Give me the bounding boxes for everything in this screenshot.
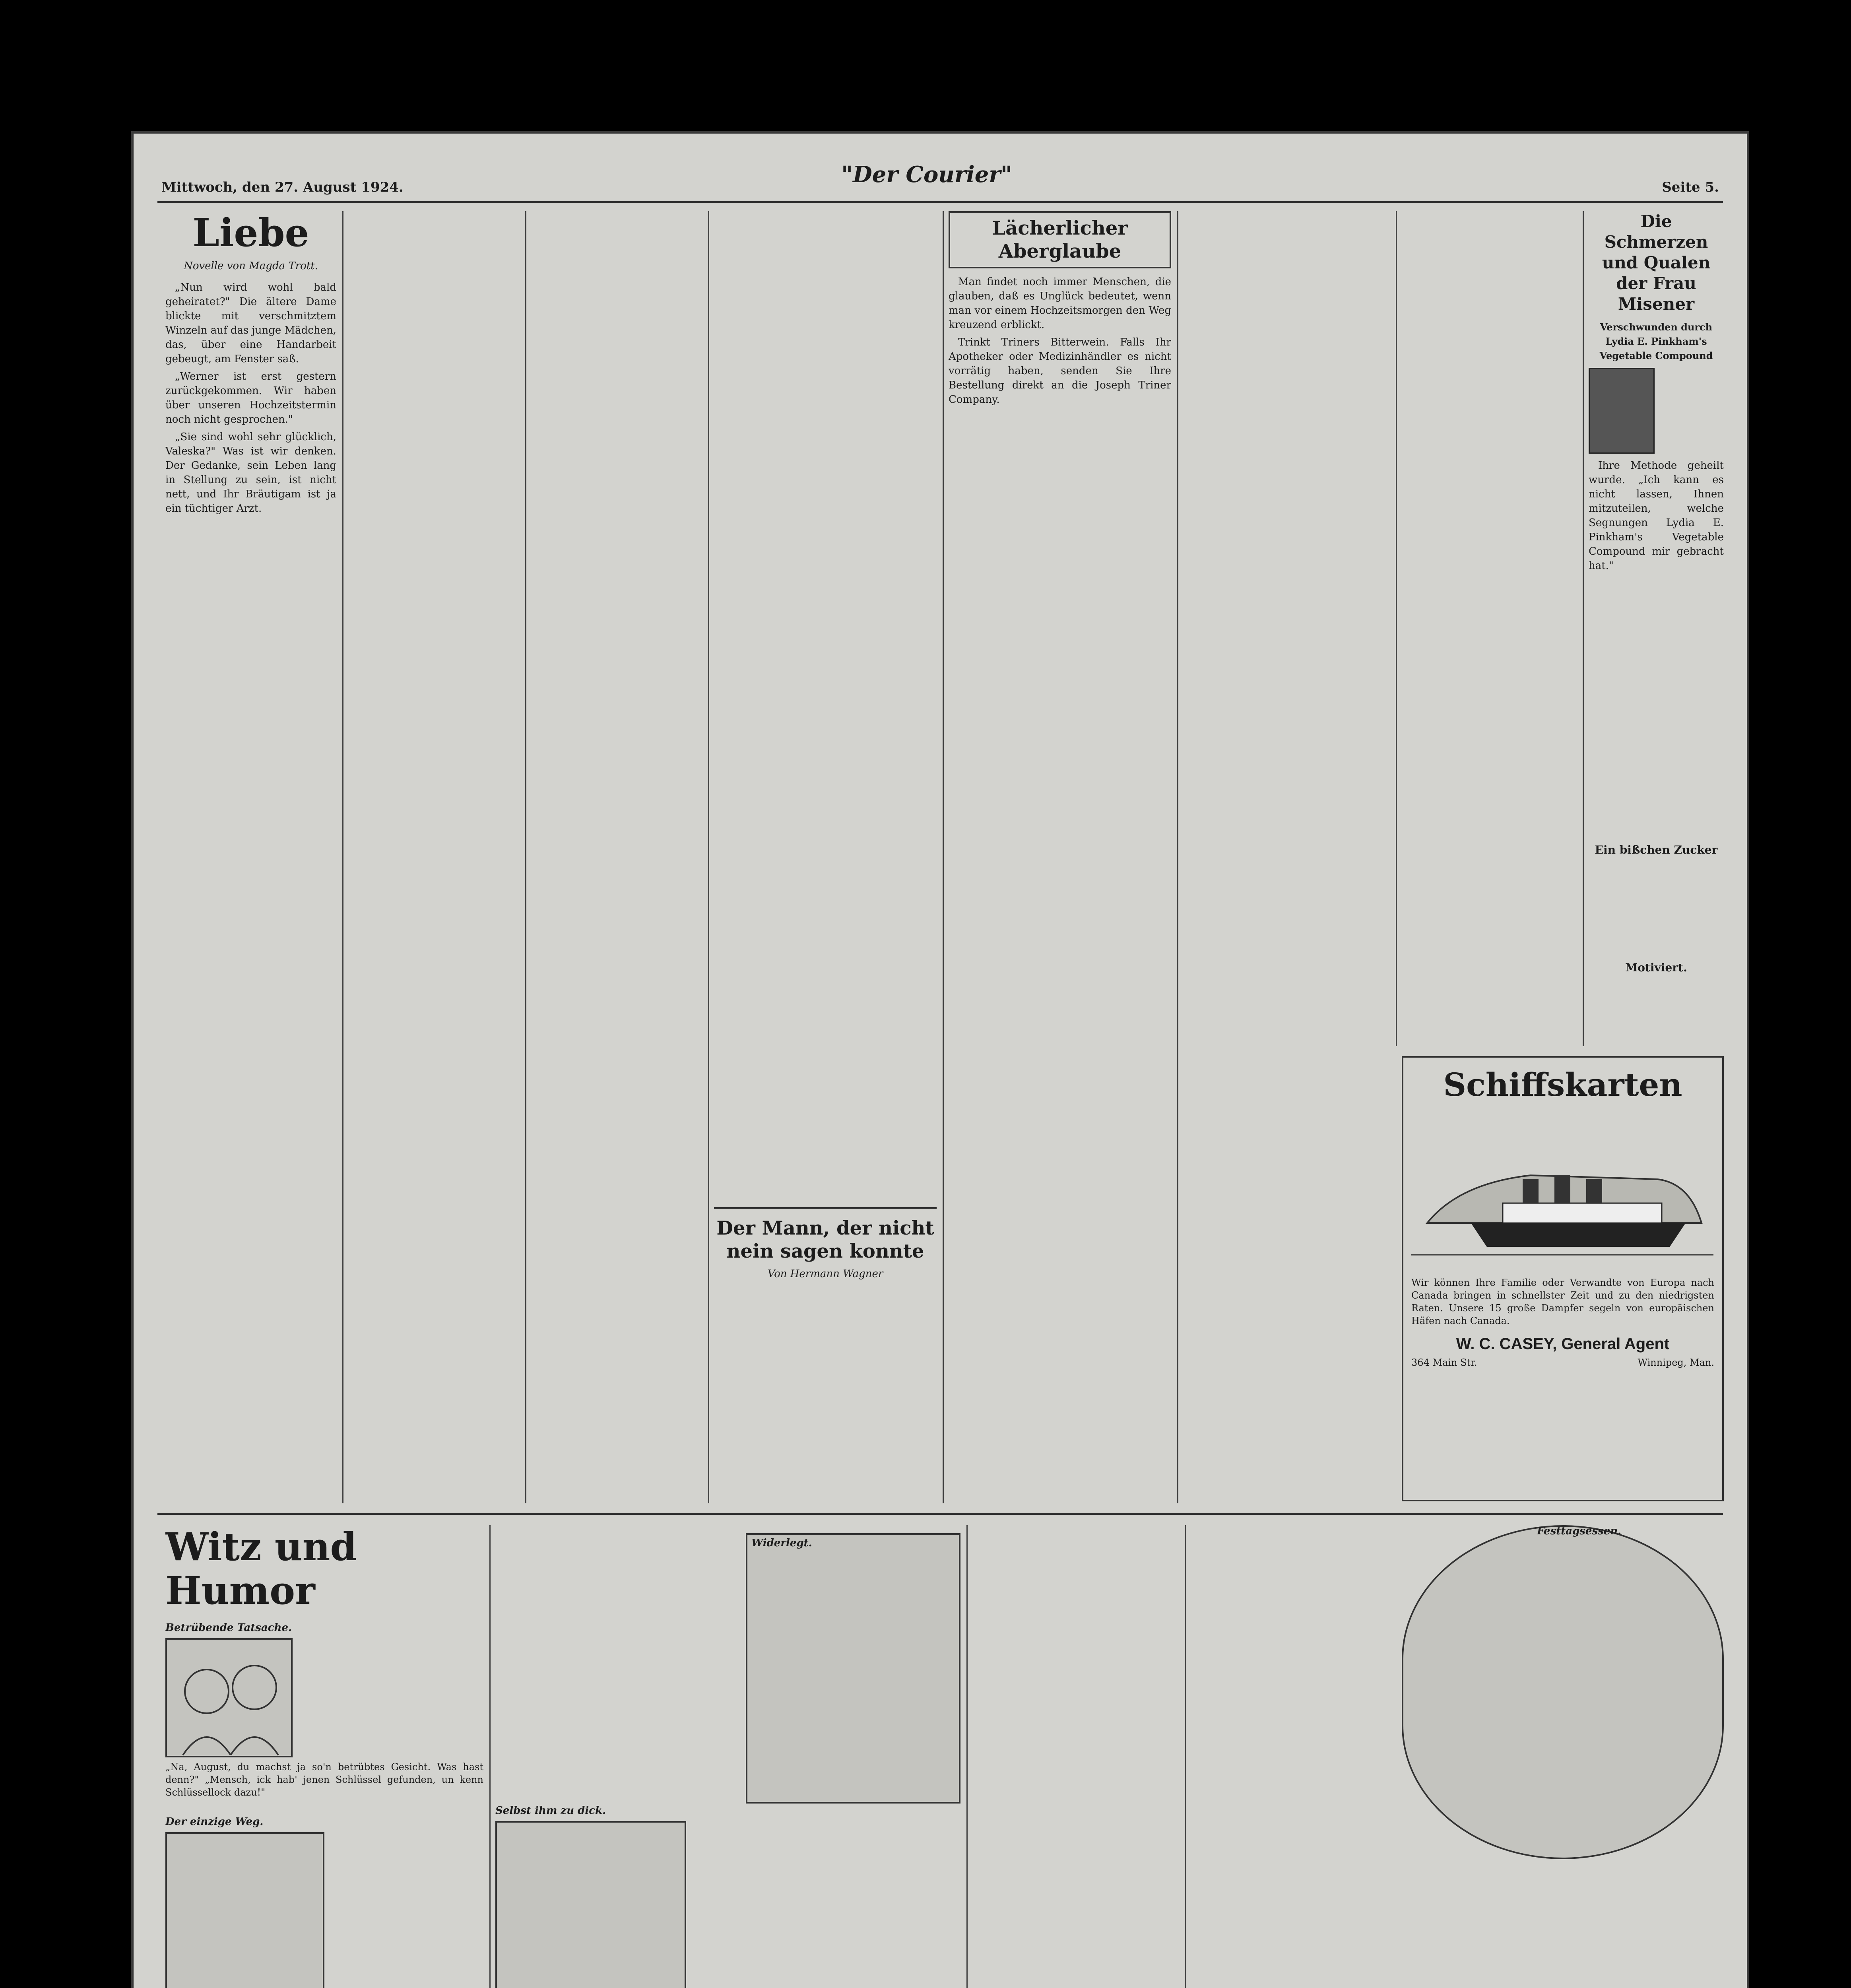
column-divider (1177, 211, 1178, 1503)
witz-column (165, 1525, 483, 1988)
mann-article (714, 1207, 937, 1509)
column-divider (1396, 211, 1397, 1046)
liebe-column (165, 211, 336, 1503)
column-divider (1583, 211, 1584, 1046)
aberglaube-continued-column (1183, 211, 1390, 1503)
bischen-title: Ein bißchen Zucker (1595, 843, 1718, 856)
liebe-paragraph: „Sie sind wohl sehr glücklich, Valeska?" Was ist wir denken. Der Gedanke, sein Leben lang in Stellung zu sein, ist nicht nett, und Ihr Bräutigam ist ja ein tüchtiger Arzt. (165, 431, 336, 514)
liebe-continued-column (714, 211, 937, 1205)
pinkham-paragraph: Ihre Methode geheilt wurde. „Ich kann es nicht lassen, Ihnen mitzuteilen, welche Segnungen Lydia E. Pinkham's Vegetable Compound mir gebracht hat." (1589, 460, 1724, 572)
witz-column (746, 1811, 960, 1988)
article-rule (714, 1207, 937, 1209)
selbst-illustration (495, 1821, 686, 1988)
schiffskarten-title: Schiffskarten (1443, 1066, 1682, 1103)
small-items (1589, 837, 1724, 1044)
aberglaube-paragraph: Man findet noch immer Menschen, die glauben, daß es Unglück bedeutet, wenn man vor einem Hochzeitsmorgen den Weg kreuzend erblickt. (949, 276, 1171, 331)
schiffskarten-text: Wir können Ihre Familie oder Verwandte von Europa nach Canada bringen in schnellster Zeit und zu den niedrigsten Raten. Unsere 15 große Dampfer segeln von europäischen Häfen nach Canada. (1411, 1277, 1714, 1326)
widerlegt-title: Widerlegt. (751, 1537, 812, 1549)
column-divider (525, 211, 526, 1503)
agent-city: Winnipeg, Man. (1638, 1357, 1714, 1368)
cartoon2-illustration (165, 1832, 324, 1988)
section-rule (157, 1513, 1723, 1515)
pinkham-subtitle: Verschwunden durch Lydia E. Pinkham's Vegetable Compound (1599, 321, 1713, 361)
portrait-photo (1589, 368, 1655, 454)
cartoon1-illustration (165, 1638, 293, 1757)
liebe-continued-column (531, 211, 702, 1503)
liebe-continued-column (348, 211, 519, 1503)
witz-title: Witz und Humor (165, 1525, 357, 1613)
liebe-title: Liebe (192, 211, 309, 255)
column-divider (943, 211, 944, 1503)
agent-name: W. C. CASEY, General Agent (1456, 1335, 1670, 1353)
column-divider (489, 1525, 491, 1988)
widerlegt-illustration (746, 1533, 960, 1804)
mann-byline: Von Hermann Wagner (767, 1268, 883, 1280)
ship-illustration (1411, 1104, 1713, 1271)
page-number: Seite 5. (1662, 179, 1719, 195)
masthead-rule (157, 201, 1723, 203)
liebe-paragraph: „Nun wird wohl bald geheiratet?" Die ältere Dame blickte mit verschmitztem Winzeln auf das junge Mädchen, das, über eine Handarbeit gebeugt, am Fenster saß. (165, 282, 336, 365)
liebe-byline: Novelle von Magda Trott. (184, 260, 318, 272)
column-divider (342, 211, 343, 1503)
schiffskarten-ad (1402, 1056, 1724, 1501)
selbst-title: Selbst ihm zu dick. (495, 1805, 606, 1817)
cartoon1-caption: „Na, August, du machst ja so'n betrübtes Gesicht. Was hast denn?" „Mensch, ick hab' jenen Schlüssel gefunden, un kenn Schlüssellock dazu!" (165, 1761, 483, 1798)
cartoon1-drawing (167, 1640, 291, 1756)
motiviert-title: Motiviert. (1625, 961, 1687, 974)
witz-column (1402, 1867, 1724, 1988)
paper-title: "Der Courier" (841, 161, 1013, 188)
festtag-title: Festtagsessen. (1537, 1525, 1622, 1537)
newspaper-page (131, 131, 1749, 1988)
witz-column (972, 1525, 1179, 1988)
column-divider (966, 1525, 968, 1988)
cartoon2-title: Der einzige Weg. (165, 1816, 264, 1828)
pinkham-title: Die Schmerzen und Qualen der Frau Misener (1602, 212, 1711, 314)
cartoon1-title: Betrübende Tatsache. (165, 1622, 292, 1634)
column-divider (1185, 1525, 1186, 1988)
liebe-paragraph: „Werner ist erst gestern zurückgekommen. Wir haben über unseren Hochzeitstermin noch nicht gesprochen." (165, 371, 336, 425)
issue-date: Mittwoch, den 27. August 1924. (161, 179, 404, 195)
aberglaube-title: Lächerlicher Aberglaube (949, 211, 1171, 268)
aberglaube-column (949, 211, 1171, 935)
aberglaube-continued-column (949, 941, 1171, 1505)
witz-column (495, 1525, 742, 1988)
column (1402, 211, 1577, 1046)
agent-address: 364 Main Str. (1411, 1357, 1477, 1368)
witz-column (1191, 1525, 1390, 1988)
aberglaube-paragraph: Trinkt Triners Bitterwein. Falls Ihr Apotheker oder Medizinhändler es nicht vorrätig haben, senden Sie Ihre Bestellung direkt an die Joseph Triner Company. (949, 336, 1171, 406)
mann-title: Der Mann, der nicht nein sagen konnte (716, 1217, 934, 1262)
pinkham-ad (1589, 211, 1724, 831)
festtag-illustration (1402, 1525, 1724, 1859)
masthead (134, 134, 1747, 201)
column-divider (708, 211, 709, 1503)
